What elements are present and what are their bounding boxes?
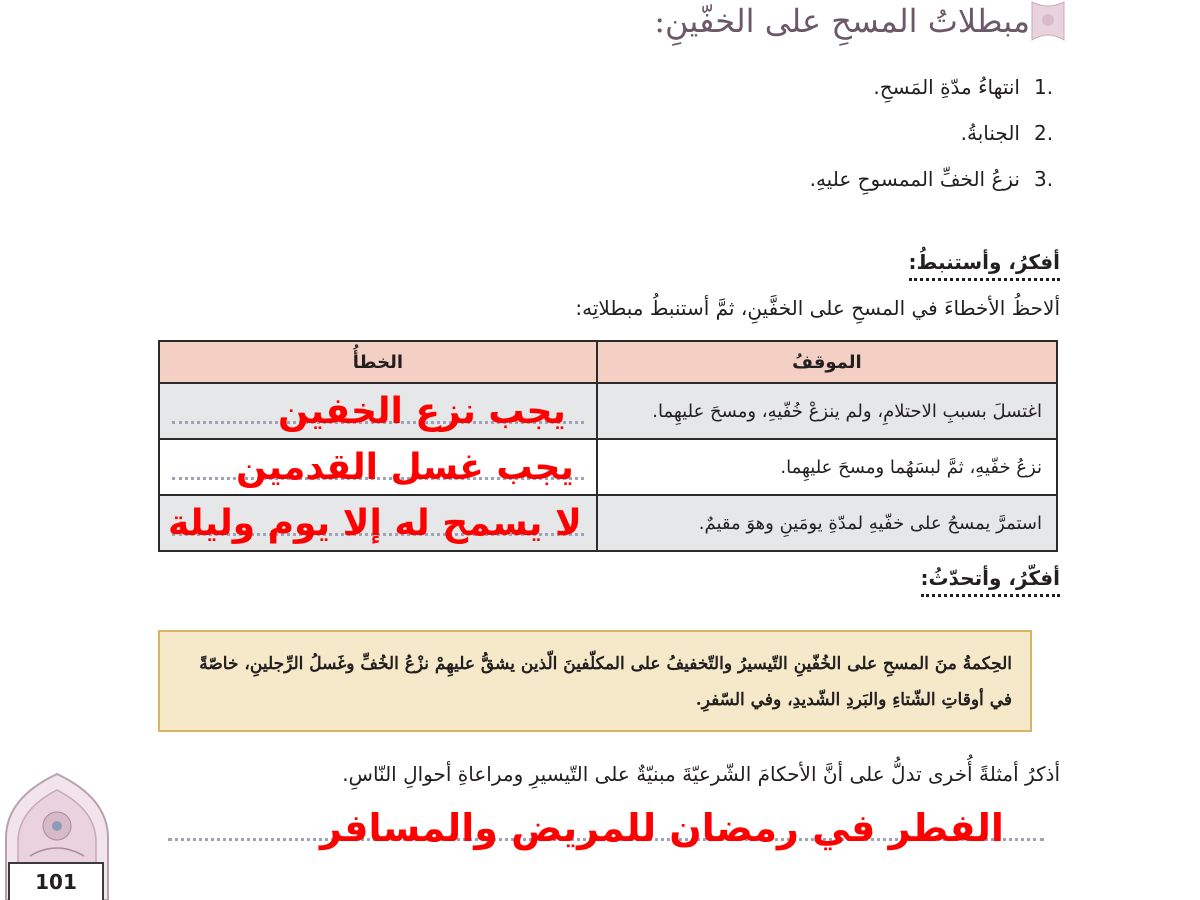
- situation-cell: نزعُ خفّيهِ، ثمَّ لبسَهُما ومسحَ عليهِما.: [597, 439, 1057, 495]
- mistakes-table: [158, 340, 1058, 552]
- list-item-number: 2.: [1034, 121, 1054, 145]
- handwritten-answer: يجب غسل القدمين: [236, 446, 574, 488]
- answer-cell[interactable]: [159, 383, 597, 439]
- answer-cell[interactable]: [159, 439, 597, 495]
- handwritten-answer[interactable]: الفطر في رمضان للمريض والمسافر: [320, 806, 1004, 850]
- situation-cell: اغتسلَ بسببِ الاحتلامِ، ولم ينزعْ خُفّيهِ، ومسحَ عليهِما.: [597, 383, 1057, 439]
- list-item-text: نزعُ الخفِّ الممسوحِ عليهِ.: [809, 167, 1020, 191]
- table-row: [159, 439, 1057, 495]
- list-item-text: انتهاءُ مدّةِ المَسحِ.: [873, 75, 1020, 99]
- list-item: [540, 156, 1060, 202]
- header-situation: الموقفُ: [597, 341, 1057, 383]
- list-item-number: 1.: [1034, 75, 1054, 99]
- answer-cell[interactable]: [159, 495, 597, 551]
- table-header-row: [159, 341, 1057, 383]
- corner-ornament-icon: [1028, 0, 1068, 44]
- handwritten-answer: لا يسمح له إلا يوم وليلة: [168, 502, 582, 544]
- think-deduce-heading: أفكرُ، وأستنبطُ:: [909, 250, 1060, 281]
- table-row: [159, 383, 1057, 439]
- page-number: 101: [8, 862, 104, 900]
- section-title: مبطلاتُ المسحِ على الخفّينِ:: [654, 2, 1030, 40]
- list-item: [540, 110, 1060, 156]
- invalidators-list: [540, 64, 1060, 202]
- situation-cell: استمرَّ يمسحُ على خفّيهِ لمدّةِ يومَينِ وهوَ مقيمٌ.: [597, 495, 1057, 551]
- think-talk-heading: أفكّرُ، وأتحدّثُ:: [921, 566, 1060, 597]
- header-mistake: الخطأُ: [159, 341, 597, 383]
- table-row: [159, 495, 1057, 551]
- instruction-text: ألاحظُ الأخطاءَ في المسحِ على الخفَّينِ، ثمَّ أستنبطُ مبطلاتِه:: [575, 296, 1060, 320]
- list-item-number: 3.: [1034, 167, 1054, 191]
- list-item: [540, 64, 1060, 110]
- handwritten-answer: يجب نزع الخفين: [278, 390, 566, 432]
- examples-prompt: أذكرُ أمثلةً أُخرى تدلُّ على أنَّ الأحكامَ الشّرعيّةَ مبنيّةٌ على التّيسيرِ ومراعاةِ أحوالِ النّاسِ.: [342, 762, 1060, 786]
- list-item-text: الجنابةُ.: [960, 121, 1020, 145]
- wisdom-box: الحِكمةُ منَ المسحِ على الخُفّينِ التّيسيرُ والتّخفيفُ على المكلّفينَ الّذين يشقُّ عليهِمْ نزْعُ الخُفِّ وغَسلُ الرِّجلينِ، خاصّةً في أوقاتِ الشّتاءِ والبَردِ الشّديدِ، وفي السّفرِ.: [158, 630, 1032, 732]
